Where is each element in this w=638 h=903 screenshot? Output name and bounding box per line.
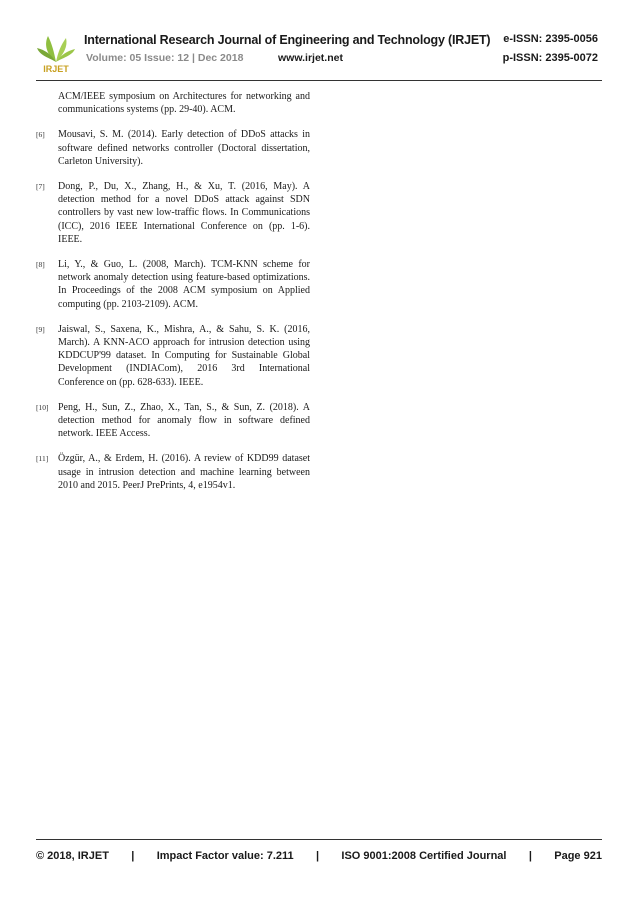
reference-text: Özgür, A., & Erdem, H. (2016). A review of KDD99 dataset usage in intrusion detection and machine learning between 2010 and 2015. PeerJ PrePrints, 4, e1954v1. — [58, 453, 310, 491]
reference-item — [36, 128, 310, 168]
volume-issue: Volume: 05 Issue: 12 | Dec 2018 — [86, 52, 244, 64]
journal-title: International Research Journal of Engineering and Technology (IRJET) — [84, 33, 491, 47]
footer-rule — [36, 839, 602, 840]
reference-number: [11] — [36, 454, 49, 464]
pissn: p-ISSN: 2395-0072 — [502, 52, 598, 64]
reference-text: Peng, H., Sun, Z., Zhao, X., Tan, S., & Sun, Z. (2018). A detection method for anomaly flow in software defined network. IEEE Access. — [58, 401, 310, 440]
page-header — [36, 30, 602, 78]
reference-list — [36, 90, 310, 504]
copyright: © 2018, IRJET — [36, 850, 109, 862]
eissn: e-ISSN: 2395-0056 — [503, 33, 598, 45]
reference-text: Mousavi, S. M. (2014). Early detection of DDoS attacks in software defined networks controller (Doctoral dissertation, Carleton University). — [58, 129, 310, 167]
reference-item — [36, 401, 310, 441]
svg-text:IRJET: IRJET — [43, 64, 69, 74]
reference-number: [7] — [36, 182, 45, 192]
footer-separator: | — [131, 850, 135, 862]
reference-number: [6] — [36, 130, 45, 140]
reference-number: [9] — [36, 324, 45, 334]
page-number: Page 921 — [554, 850, 602, 862]
reference-number: [10] — [36, 402, 49, 412]
journal-website: www.irjet.net — [278, 52, 343, 64]
impact-factor: Impact Factor value: 7.211 — [156, 850, 294, 862]
header-rule — [36, 80, 602, 81]
reference-text: Li, Y., & Guo, L. (2008, March). TCM-KNN scheme for network anomaly detection using feature-based optimizations. In Proceedings of the 2008 ACM symposium on Applied computing (pp. 2103-2109). ACM. — [58, 259, 310, 310]
reference-item — [36, 452, 310, 492]
reference-number: [8] — [36, 260, 45, 270]
page-footer — [36, 846, 602, 866]
footer-separator: | — [528, 850, 532, 862]
reference-item — [36, 90, 310, 116]
reference-item — [36, 258, 310, 311]
iso-certification: ISO 9001:2008 Certified Journal — [341, 850, 507, 862]
footer-separator: | — [315, 850, 320, 862]
irjet-logo-icon — [36, 32, 76, 74]
reference-text: Dong, P., Du, X., Zhang, H., & Xu, T. (2016, May). A detection method for a novel DDoS attack against SDN controllers by vast new low-traffic flows. In Communications (ICC), 2016 IEEE International Conference on (pp. 1-6). IEEE. — [58, 181, 310, 245]
reference-item — [36, 180, 310, 246]
reference-item — [36, 323, 310, 389]
reference-text: Jaiswal, S., Saxena, K., Mishra, A., & Sahu, S. K. (2016, March). A KNN-ACO approach for intrusion detection using KDDCUP'99 dataset. In Computing for Sustainable Global Development (INDIACom), 2016 3rd International Conference on (pp. 628-633). IEEE. — [58, 323, 310, 388]
reference-text: ACM/IEEE symposium on Architectures for networking and communications systems (pp. 29-40). ACM. — [58, 91, 310, 116]
